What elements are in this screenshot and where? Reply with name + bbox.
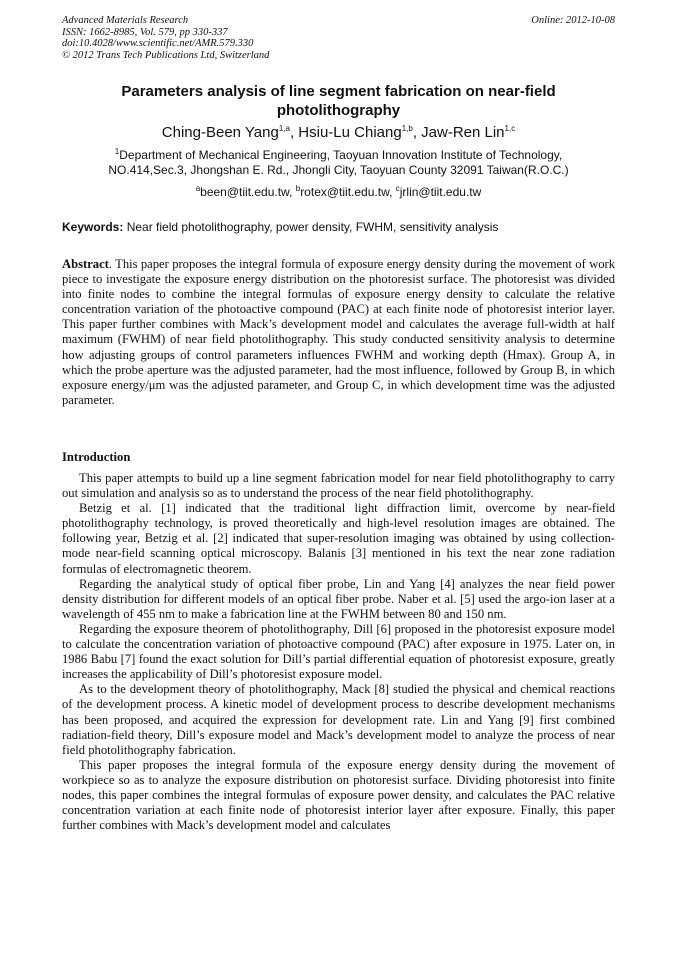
page-header <box>62 15 615 61</box>
author-sup: 1,a <box>278 124 290 133</box>
email-address: rotex@tiit.edu.tw <box>300 185 390 199</box>
paragraph: This paper attempts to build up a line segment fabrication model for near field photolithography to carry out simulation and analysis so as to understand the process of the near field photolithography. <box>62 471 615 501</box>
abstract-text: . This paper proposes the integral formula of exposure energy density during the movement of work piece to investigate the exposure energy distribution on the photoresist surface. The photoresist was divided into finite nodes to combine the integral formulas of exposure energy density to calculate the relative concentration variation of the photoactive compound (PAC) at each finite node of photoresist interior layer. This paper further combines with Mack’s development model and calculates the average full-width at half maximum (FWHM) of near field photolithography. This study conducted sensitivity analysis to determine how adjusting groups of control parameters influences FWHM and working depth (Hmax). Group A, in which the probe aperture was the adjusted parameter, had the most influence, followed by Group B, in which exposure energy/μm was the adjusted parameter, and Group C, in which development time was the adjusted parameter. <box>62 257 615 407</box>
section-heading-introduction: Introduction <box>62 450 131 464</box>
paragraph: As to the development theory of photolithography, Mack [8] studied the physical and chemical reactions of the development process. A kinetic model of development process to describe development mechanisms has been proposed, and acquired the expression for development rate. Lin and Yang [9] first combined radiation-field theory, Dill’s exposure model and Mack’s development model to analyze the process of near field photolithography fabrication. <box>62 682 615 757</box>
author-sup: 1,c <box>504 124 516 133</box>
paragraph: Regarding the exposure theorem of photolithography, Dill [6] proposed in the photoresist exposure model to calculate the concentration variation of photoactive compound (PAC) after exposure in 1975. Later on, in 1986 Babu [7] found the exact solution for Dill’s partial differential equation of photoresist exposure, greatly increases the applicability of Dill’s photoresist exposure model. <box>62 621 615 682</box>
email-list: $^a$been@tiit.edu.tw, $^b$rotex@tiit.edu.tw, $^c$jrlin@tiit.edu.tw <box>195 184 482 199</box>
issn-line: ISSN: 1662-8985, Vol. 579, pp 330-337 <box>62 26 228 38</box>
affiliation <box>62 148 615 178</box>
journal-name: Advanced Materials Research <box>62 15 189 26</box>
keywords <box>62 220 615 235</box>
paper-title: Parameters analysis of line segment fabrication on near-field photolithography <box>121 83 556 119</box>
author-name: Ching-Been Yang <box>161 124 279 141</box>
abstract-label: Abstract <box>62 257 109 271</box>
keywords-label: Keywords: <box>62 220 124 234</box>
paragraph: Betzig et al. [1] indicated that the traditional light diffraction limit, overcome by near-field photolithography technology, is proved theoretically and high-level resolution images are obtained. The following year, Betzig et al. [2] indicated that super-resolution imaging was obtained by using collection-mode near-field scanning optical microscopy. Balanis [3] mentioned in his text the near zone radiation formulas of electromagnetic theorem. <box>62 501 615 576</box>
copyright-line: © 2012 Trans Tech Publications Ltd, Switzerland <box>62 49 270 61</box>
email-sup: c <box>395 184 400 193</box>
doi-line: doi:10.4028/www.scientific.net/AMR.579.330 <box>62 38 254 49</box>
author-list: Ching-Been Yang$^{1,a}$, Hsiu-Lu Chiang$^{1,b}$, Jaw-Ren Lin$^{1,c}$ <box>161 124 516 141</box>
affiliation-line-2: NO.414,Sec.3, Jhongshan E. Rd., Jhongli City, Taoyuan County 32091 Taiwan(R.O.C.) <box>108 163 569 177</box>
email-sup: a <box>195 184 201 193</box>
email-address: been@tiit.edu.tw <box>200 185 290 199</box>
abstract <box>62 257 615 408</box>
keywords-text: Near field photolithography, power density, FWHM, sensitivity analysis <box>123 220 499 234</box>
email-address: jrlin@tiit.edu.tw <box>399 185 482 199</box>
introduction-body <box>62 471 615 833</box>
paragraph: This paper proposes the integral formula of the exposure energy density during the movement of workpiece so as to analyze the exposure distribution on photoresist surface. Dividing photoresist into finite nodes, this paper combines the integral formulas of exposure power density, and calculates the PAC relative concentration variation at each finite node of photoresist interior layer after exposure. Finally, this paper further combines with Mack’s development model and calculates <box>62 757 615 833</box>
paragraph: Regarding the analytical study of optical fiber probe, Lin and Yang [4] analyzes the near field power density distribution for different models of an optical fiber probe. Naber et al. [5] used the argo-ion laser at a wavelength of 455 nm to make a fabrication line at the FWHM between 80 and 150 nm. <box>62 576 615 621</box>
author-name: Hsiu-Lu Chiang <box>298 124 402 141</box>
email-sup: b <box>295 184 301 193</box>
author-sup: 1,b <box>401 124 413 133</box>
affiliation-sup: 1 <box>114 147 120 156</box>
author-name: Jaw-Ren Lin <box>421 124 505 141</box>
online-date: Online: 2012-10-08 <box>531 15 615 26</box>
affiliation-line-1: Department of Mechanical Engineering, Taoyuan Innovation Institute of Technology, <box>119 148 563 162</box>
